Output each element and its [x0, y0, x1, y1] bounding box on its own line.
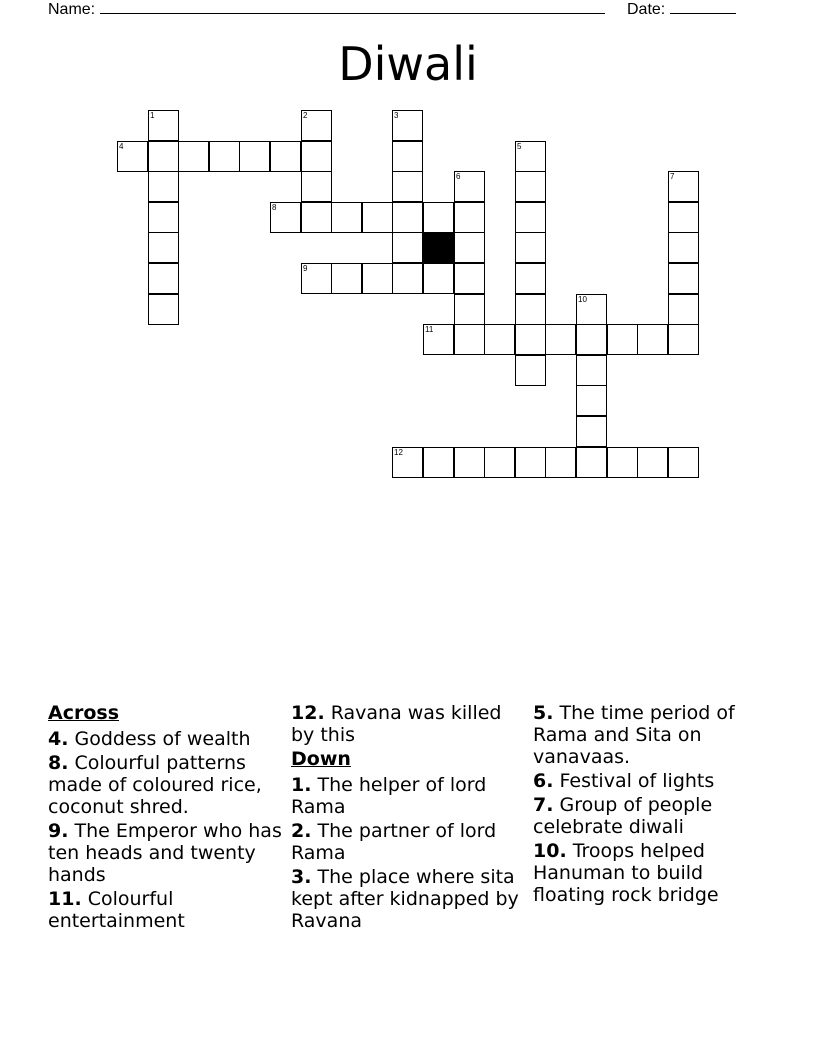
- crossword-cell[interactable]: [392, 202, 423, 233]
- crossword-cell[interactable]: [148, 171, 179, 202]
- crossword-cell[interactable]: [515, 324, 546, 355]
- crossword-cell[interactable]: [148, 263, 179, 294]
- clue-text: The partner of lord Rama: [291, 820, 497, 864]
- crossword-cell[interactable]: [209, 141, 240, 172]
- crossword-cell[interactable]: [148, 294, 179, 325]
- down-clue-7: [533, 794, 769, 838]
- clue-number: 3.: [291, 866, 312, 888]
- crossword-cell[interactable]: [484, 324, 515, 355]
- crossword-cell[interactable]: [576, 447, 607, 478]
- crossword-cell[interactable]: [331, 202, 362, 233]
- crossword-cell[interactable]: [392, 141, 423, 172]
- crossword-cell[interactable]: [301, 202, 332, 233]
- clue-text: Troops helped Hanuman to build floating rock bridge: [533, 840, 719, 906]
- crossword-cell[interactable]: [515, 294, 546, 325]
- clue-number-label: 4: [119, 142, 124, 151]
- crossword-cell[interactable]: [515, 232, 546, 263]
- clue-number: 6.: [533, 770, 554, 792]
- crossword-cell[interactable]: [178, 141, 209, 172]
- crossword-cell[interactable]: [454, 447, 485, 478]
- page-title: Diwali: [338, 37, 478, 91]
- clue-number-label: 9: [303, 264, 308, 273]
- crossword-cell[interactable]: [270, 141, 301, 172]
- clue-number: 9.: [48, 820, 69, 842]
- clue-number: 10.: [533, 840, 567, 862]
- crossword-cell[interactable]: [637, 447, 668, 478]
- across-clue-11: [48, 888, 284, 932]
- crossword-cell[interactable]: [454, 294, 485, 325]
- clues-column-1: [48, 702, 284, 934]
- clue-text: Colourful patterns made of coloured rice, coconut shred.: [48, 752, 262, 818]
- clue-number-label: 1: [150, 111, 155, 120]
- crossword-cell[interactable]: [148, 110, 179, 141]
- crossword-cell[interactable]: [454, 324, 485, 355]
- black-square: [423, 232, 454, 263]
- crossword-cell[interactable]: [331, 263, 362, 294]
- crossword-cell[interactable]: [576, 294, 607, 325]
- crossword-cell[interactable]: [454, 263, 485, 294]
- clue-number: 12.: [291, 702, 325, 724]
- clue-text: Festival of lights: [559, 770, 715, 792]
- crossword-cell[interactable]: [392, 263, 423, 294]
- date-label: Date:: [627, 1, 666, 18]
- crossword-cell[interactable]: [392, 232, 423, 263]
- clue-number: 11.: [48, 888, 82, 910]
- crossword-cell[interactable]: [301, 110, 332, 141]
- crossword-cell[interactable]: [148, 232, 179, 263]
- crossword-cell[interactable]: [484, 447, 515, 478]
- across-clue-9: [48, 820, 284, 886]
- clues-column-2: [291, 702, 527, 934]
- crossword-cell[interactable]: [423, 202, 454, 233]
- crossword-cell[interactable]: [392, 171, 423, 202]
- down-clue-6: [533, 770, 769, 792]
- crossword-cell[interactable]: [515, 141, 546, 172]
- crossword-cell[interactable]: [576, 385, 607, 416]
- clue-text: The Emperor who has ten heads and twenty hands: [48, 820, 282, 886]
- crossword-cell[interactable]: [362, 202, 393, 233]
- crossword-cell[interactable]: [668, 171, 699, 202]
- crossword-cell[interactable]: [515, 171, 546, 202]
- down-clue-2: [291, 820, 527, 864]
- crossword-cell[interactable]: [515, 447, 546, 478]
- clue-number-label: 11: [425, 325, 434, 334]
- clue-text: The helper of lord Rama: [291, 774, 487, 818]
- crossword-cell[interactable]: [515, 355, 546, 386]
- crossword-cell[interactable]: [454, 232, 485, 263]
- clue-number: 2.: [291, 820, 312, 842]
- crossword-cell[interactable]: [576, 324, 607, 355]
- crossword-cell[interactable]: [301, 141, 332, 172]
- down-clue-1: [291, 774, 527, 818]
- clue-number-label: 8: [272, 203, 277, 212]
- clue-text: Goddess of wealth: [74, 728, 251, 750]
- clue-number-label: 7: [670, 172, 675, 181]
- crossword-cell[interactable]: [668, 324, 699, 355]
- crossword-cell[interactable]: [668, 263, 699, 294]
- clue-number-label: 6: [456, 172, 461, 181]
- across-clue-12: [291, 702, 527, 746]
- crossword-cell[interactable]: [148, 202, 179, 233]
- crossword-cell[interactable]: [576, 416, 607, 447]
- crossword-cell[interactable]: [148, 141, 179, 172]
- crossword-cell[interactable]: [392, 447, 423, 478]
- crossword-cell[interactable]: [301, 171, 332, 202]
- clue-number-label: 2: [303, 111, 308, 120]
- down-clue-3: [291, 866, 527, 932]
- crossword-cell[interactable]: [117, 141, 148, 172]
- crossword-cell[interactable]: [607, 324, 638, 355]
- clue-number-label: 12: [394, 448, 403, 457]
- clue-number: 5.: [533, 702, 554, 724]
- clue-text: Ravana was killed by this: [291, 702, 502, 746]
- crossword-cell[interactable]: [607, 447, 638, 478]
- crossword-cell[interactable]: [454, 171, 485, 202]
- across-heading: Across: [48, 702, 120, 724]
- crossword-cell[interactable]: [668, 294, 699, 325]
- clue-text: Colourful entertainment: [48, 888, 185, 932]
- crossword-cell[interactable]: [545, 447, 576, 478]
- clue-number-label: 5: [517, 142, 522, 151]
- clue-text: The time period of Rama and Sita on vanavaas.: [533, 702, 735, 768]
- crossword-cell[interactable]: [454, 202, 485, 233]
- clue-number: 8.: [48, 752, 69, 774]
- crossword-cell[interactable]: [668, 202, 699, 233]
- crossword-cell[interactable]: [392, 110, 423, 141]
- crossword-cell[interactable]: [668, 447, 699, 478]
- clue-number-label: 10: [578, 295, 587, 304]
- across-clue-4: [48, 728, 284, 750]
- crossword-cell[interactable]: [270, 202, 301, 233]
- clue-number: 7.: [533, 794, 554, 816]
- clues-column-3: [533, 702, 769, 908]
- clue-text: The place where sita kept after kidnapped by Ravana: [291, 866, 519, 932]
- crossword-cell[interactable]: [423, 263, 454, 294]
- across-clue-8: [48, 752, 284, 818]
- down-clue-10: [533, 840, 769, 906]
- crossword-cell[interactable]: [637, 324, 668, 355]
- clue-text: Group of people celebrate diwali: [533, 794, 713, 838]
- clue-number-label: 3: [394, 111, 399, 120]
- clue-number: 4.: [48, 728, 69, 750]
- crossword-cell[interactable]: [576, 355, 607, 386]
- down-heading: Down: [291, 748, 351, 770]
- crossword-cell[interactable]: [423, 447, 454, 478]
- name-label: Name:: [48, 1, 96, 18]
- crossword-cell[interactable]: [545, 324, 576, 355]
- crossword-cell[interactable]: [301, 263, 332, 294]
- down-clue-5: [533, 702, 769, 768]
- crossword-cell[interactable]: [668, 232, 699, 263]
- clue-number: 1.: [291, 774, 312, 796]
- crossword-cell[interactable]: [423, 324, 454, 355]
- crossword-cell[interactable]: [239, 141, 270, 172]
- crossword-cell[interactable]: [362, 263, 393, 294]
- crossword-cell[interactable]: [515, 202, 546, 233]
- crossword-cell[interactable]: [515, 263, 546, 294]
